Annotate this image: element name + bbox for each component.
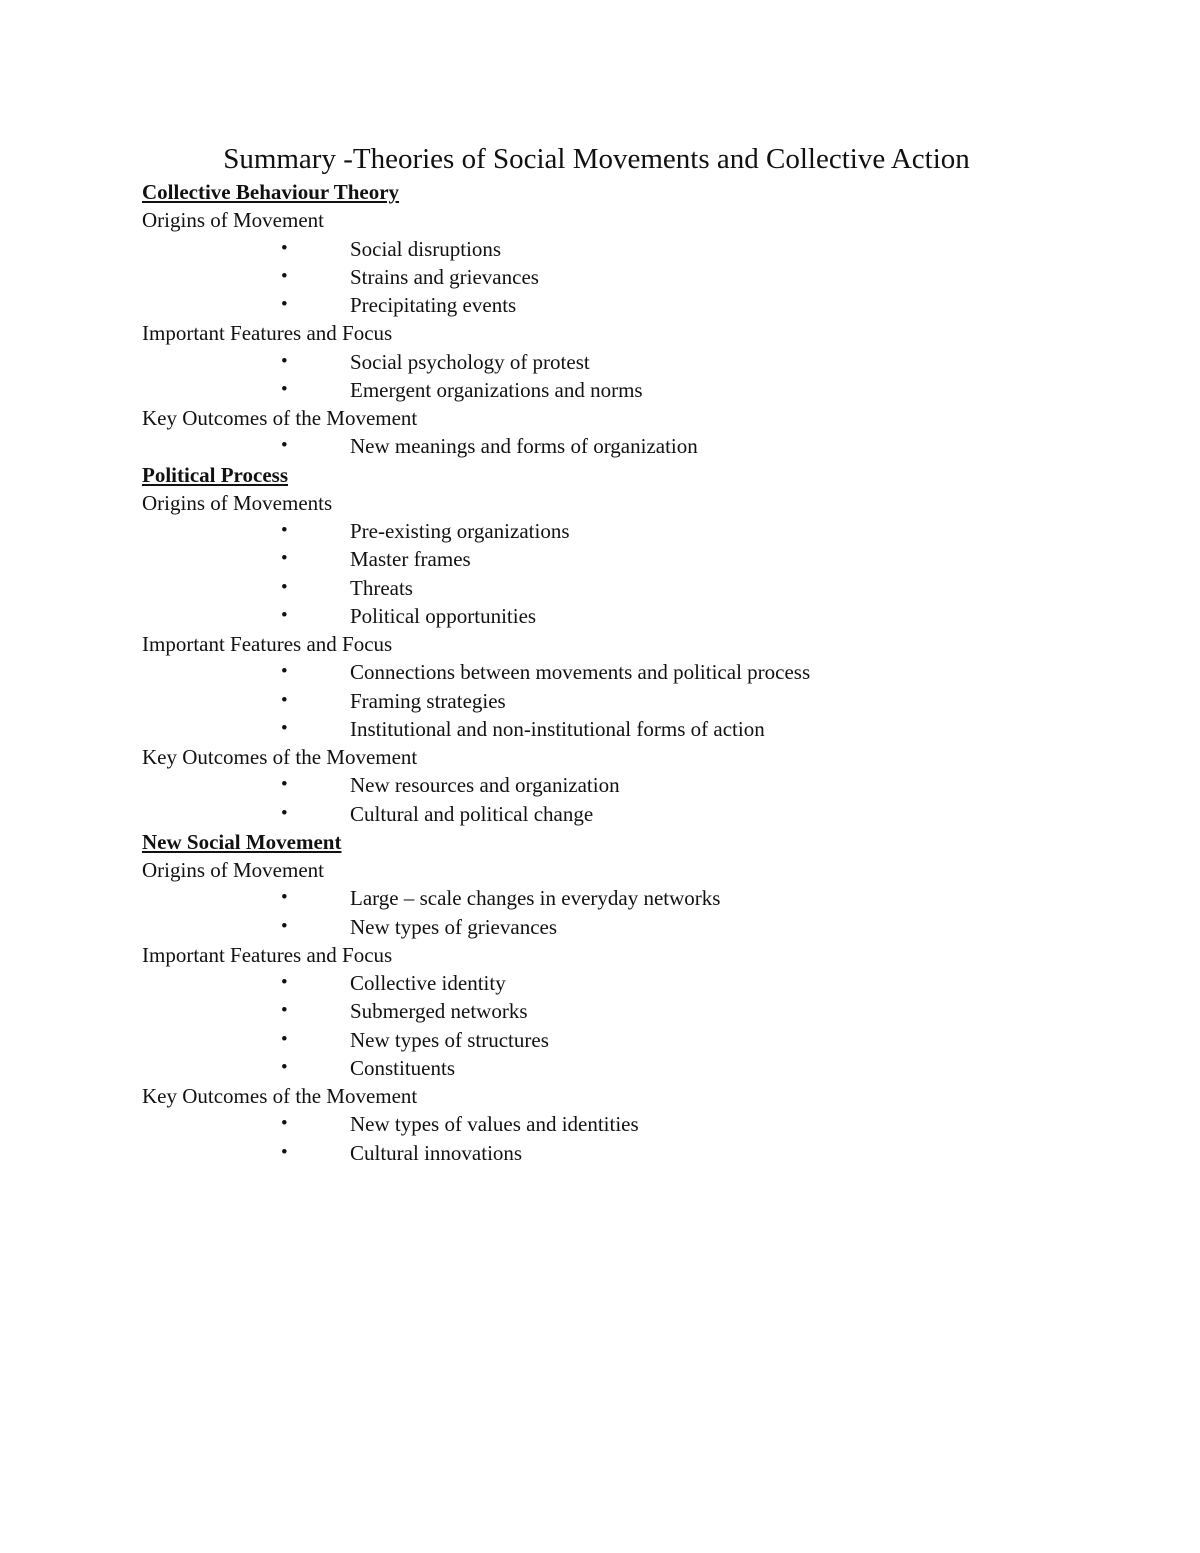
bullet-icon: • [281, 576, 288, 598]
section-heading: Collective Behaviour Theory [142, 180, 400, 204]
bullet-icon: • [281, 802, 288, 824]
list-item-text: Cultural innovations [350, 1140, 523, 1165]
list-item-text: Threats [350, 575, 413, 600]
list-item-text: New resources and organization [350, 773, 620, 798]
list-item-text: Large – scale changes in everyday networks [350, 886, 721, 911]
subsection-label: Key Outcomes of the Movement [142, 745, 418, 769]
list-item [142, 574, 1142, 602]
list-item [142, 913, 1142, 941]
bullet-icon: • [281, 378, 288, 400]
list-item-text: Political opportunities [350, 603, 537, 628]
list-item-text: New types of grievances [350, 914, 558, 939]
bullet-icon: • [281, 265, 288, 287]
list-item-text: Social psychology of protest [350, 349, 590, 374]
list-item-text: Social disruptions [350, 236, 502, 261]
list-item-text: Institutional and non-institutional forms of action [350, 716, 765, 741]
list-item [142, 1110, 1142, 1138]
list-item [142, 884, 1142, 912]
bullet-icon: • [281, 604, 288, 626]
bullet-icon: • [281, 435, 288, 457]
bullet-icon: • [281, 294, 288, 315]
bullet-icon: • [281, 774, 288, 796]
subsection-label: Key Outcomes of the Movement [142, 1084, 418, 1108]
subsection-label: Important Features and Focus [142, 942, 393, 967]
bullet-icon: • [281, 350, 288, 372]
list-item-text: New types of values and identities [350, 1112, 639, 1137]
list-item [142, 235, 1142, 263]
bullet-icon: • [281, 689, 288, 711]
subsection-label: Origins of Movements [142, 490, 333, 515]
bullet-icon: • [281, 1141, 288, 1163]
bullet-icon: • [281, 1113, 288, 1135]
subsection-label: Origins of Movement [142, 208, 324, 233]
list-item [142, 715, 1142, 743]
bullet-icon: • [281, 661, 288, 683]
document-title: Summary -Theories of Social Movements and Collective Action [223, 143, 970, 175]
list-item [142, 771, 1142, 799]
list-item-text: Connections between movements and political process [350, 660, 811, 685]
list-item [142, 602, 1142, 630]
bullet-icon: • [281, 887, 288, 909]
bullet-icon: • [281, 520, 288, 541]
list-item-text: Constituents [350, 1055, 456, 1080]
list-item-text: New meanings and forms of organization [350, 434, 698, 459]
list-item [142, 969, 1142, 997]
bullet-icon: • [281, 1056, 288, 1078]
list-item-text: New types of structures [350, 1027, 549, 1052]
section-heading: Political Process [142, 462, 288, 487]
list-item-text: Precipitating events [350, 293, 517, 317]
list-item [142, 1026, 1142, 1054]
bullet-icon: • [281, 915, 288, 937]
list-item [142, 517, 1142, 545]
list-item-text: Submerged networks [350, 999, 528, 1024]
list-item [142, 1139, 1142, 1167]
list-item-text: Master frames [350, 547, 471, 572]
list-item [142, 376, 1142, 404]
list-item-text: Strains and grievances [350, 264, 539, 289]
list-item [142, 432, 1142, 460]
subsection-label: Important Features and Focus [142, 632, 393, 656]
list-item [142, 263, 1142, 291]
bullet-icon: • [281, 548, 288, 570]
list-item-text: Framing strategies [350, 688, 506, 713]
list-item [142, 658, 1142, 686]
bullet-icon: • [281, 1028, 288, 1050]
list-item [142, 291, 1142, 319]
list-item-text: Pre-existing organizations [350, 519, 570, 543]
document-body [142, 178, 1142, 1167]
list-item [142, 997, 1142, 1025]
bullet-icon: • [281, 237, 288, 259]
bullet-icon: • [281, 717, 288, 739]
section-heading: New Social Movement [142, 829, 342, 854]
list-item-text: Collective identity [350, 971, 506, 995]
list-item [142, 348, 1142, 376]
subsection-label: Origins of Movement [142, 858, 324, 882]
subsection-label: Key Outcomes of the Movement [142, 406, 418, 430]
list-item-text: Cultural and political change [350, 801, 594, 826]
list-item [142, 800, 1142, 828]
bullet-icon: • [281, 1000, 288, 1022]
subsection-label: Important Features and Focus [142, 321, 393, 346]
bullet-icon: • [281, 972, 288, 993]
list-item [142, 1054, 1142, 1082]
list-item-text: Emergent organizations and norms [350, 377, 643, 402]
list-item [142, 545, 1142, 573]
list-item [142, 687, 1142, 715]
